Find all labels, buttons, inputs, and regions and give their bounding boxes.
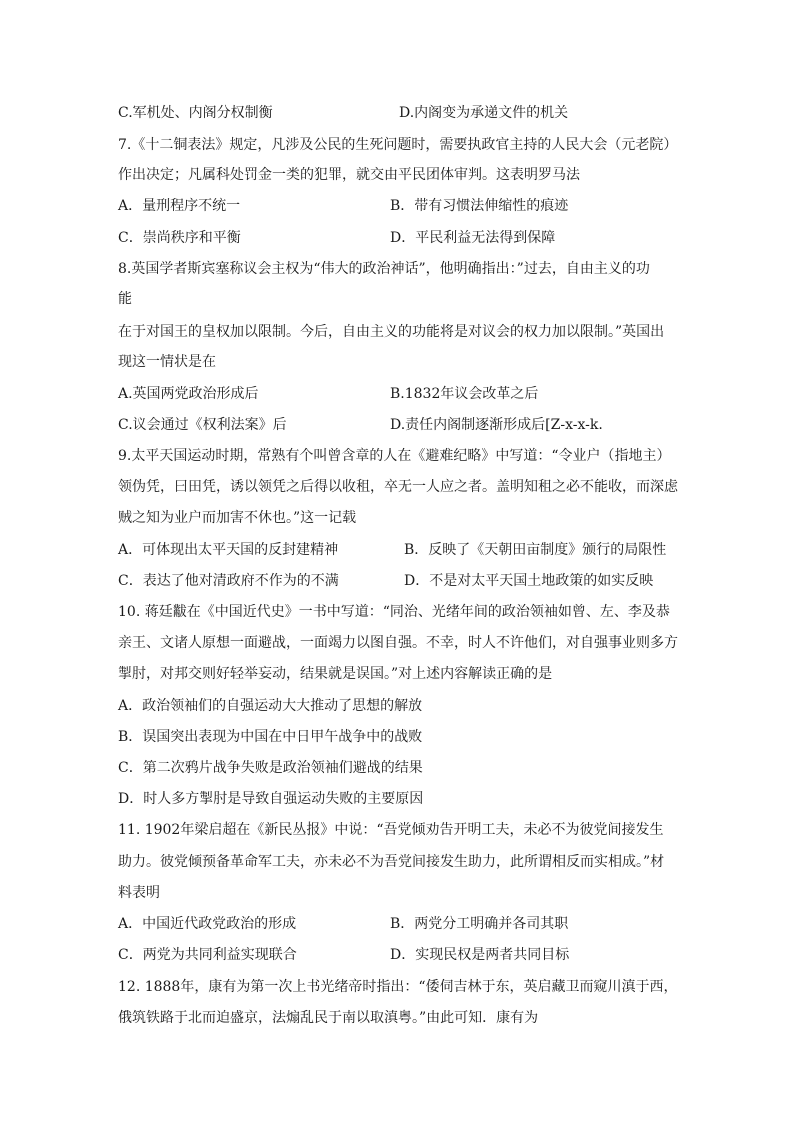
q8-stem-line3: 在于对国王的皇权加以限制。今后，自由主义的功能将是对议会的权力加以限制。”英国出 <box>118 324 665 340</box>
q9-option-d: D．不是对太平天国土地政策的如实反映 <box>404 573 654 589</box>
q11-option-b: B．两党分工明确并各司其职 <box>390 916 569 932</box>
q10-stem-line2: 亲王、文诸人原想一面避战，一面竭力以图自强。不幸，时人不许他们，对自强事业则多方 <box>118 635 678 651</box>
q7-option-c: C．崇尚秩序和平衡 <box>118 230 241 246</box>
q10-option-a: A．政治领袖们的自强运动大大推动了思想的解放 <box>118 698 423 714</box>
q9-option-b: B．反映了《天朝田亩制度》颁行的局限性 <box>404 542 667 558</box>
q8-option-b: B.1832年议会改革之后 <box>390 386 539 402</box>
q9-stem-line3: 贼之知为业户而加害不休也。”这一记载 <box>118 510 357 526</box>
q7-option-a: A．量刑程序不统一 <box>118 198 241 214</box>
q7-stem-line1: 7.《十二铜表法》规定，凡涉及公民的生死问题时，需要执政官主持的人民大会（元老院） <box>118 137 678 153</box>
q9-option-c: C．表达了他对清政府不作为的不满 <box>118 573 339 589</box>
q11-stem-line3: 料表明 <box>118 885 160 901</box>
q10-option-c: C．第二次鸦片战争失败是政治领袖们避战的结果 <box>118 760 423 776</box>
q10-stem-line3: 掣肘，对邦交则好轻举妄动，结果就是误国。”对上述内容解读正确的是 <box>118 666 553 682</box>
q11-stem-line1: 11. 1902年梁启超在《新民丛报》中说：“吾党倾劝告开明工夫，未必不为彼党间接发生 <box>118 822 664 838</box>
q8-option-d: D.责任内阁制逐渐形成后[Z-x-x-k. <box>390 417 603 433</box>
q6-option-c: C.军机处、内阁分权制衡 <box>118 105 273 121</box>
q10-option-d: D．时人多方掣肘是导致自强运动失败的主要原因 <box>118 791 424 807</box>
q8-stem-line2: 能 <box>118 291 132 307</box>
q11-option-c: C．两党为共同利益实现联合 <box>118 947 297 963</box>
q7-option-d: D．平民利益无法得到保障 <box>390 230 556 246</box>
q12-stem-line2: 俄筑铁路于北而迫盛京，法煽乱民于南以取滇粤。”由此可知．康有为 <box>118 1010 539 1026</box>
q10-stem-line1: 10. 蒋廷黻在《中国近代史》一书中写道：“同治、光绪年间的政治领袖如曾、左、李及恭 <box>118 604 670 620</box>
q9-stem-line1: 9.太平天国运动时期，常熟有个叫曾含章的人在《避难纪略》中写道：“令业户（指地主） <box>118 448 671 464</box>
q11-stem-line2: 助力。彼党倾预备革命军工夫，亦未必不为吾党间接发生助力，此所谓相反而实相成。”材 <box>118 854 665 870</box>
q7-stem-line2: 作出决定；凡属科处罚金一类的犯罪，就交由平民团体审判。这表明罗马法 <box>118 167 580 183</box>
q7-option-b: B．带有习惯法伸缩性的痕迹 <box>390 198 569 214</box>
q10-option-b: B．误国突出表现为中国在中日甲午战争中的战败 <box>118 729 423 745</box>
q8-option-c: C.议会通过《权利法案》后 <box>118 417 287 433</box>
q8-option-a: A.英国两党政治形成后 <box>118 386 259 402</box>
q8-stem-line4: 现这一情状是在 <box>118 354 216 370</box>
q9-stem-line2: 领伪凭，曰田凭，诱以领凭之后得以收租，卒无一人应之者。盖明知租之必不能收，而深虑 <box>118 479 678 495</box>
q11-option-a: A．中国近代政党政治的形成 <box>118 916 297 932</box>
q12-stem-line1: 12. 1888年，康有为第一次上书光绪帝时指出：“倭伺吉林于东，英启藏卫而窥川滇于西， <box>118 979 678 995</box>
q6-option-d: D.内阁变为承递文件的机关 <box>399 105 569 121</box>
q9-option-a: A．可体现出太平天国的反封建精神 <box>118 542 339 558</box>
q11-option-d: D．实现民权是两者共同目标 <box>390 947 570 963</box>
q8-stem-line1: 8.英国学者斯宾塞称议会主权为“伟大的政治神话”，他明确指出：”过去，自由主义的功 <box>118 261 650 277</box>
